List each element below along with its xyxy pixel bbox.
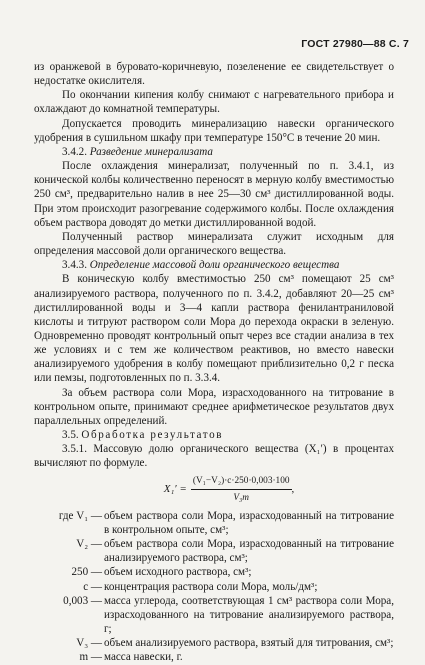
definition-symbol: c — [83, 580, 102, 593]
formula-denominator: V₃m [233, 492, 249, 503]
definition-symbol: m — [79, 651, 102, 664]
paragraph: За объем раствора соли Мора, израсходованного на титрование в контрольном опыте, принимают среднее арифметическое результатов двух параллельных определений. [34, 386, 394, 427]
section-heading-3-5 [34, 428, 394, 442]
paragraph: Допускается проводить минерализацию навески органического удобрения в сушильном шкафу при температуре 150°С в течение 20 мин. [34, 117, 394, 144]
definition-text: масса навески, г. [104, 651, 183, 664]
page-header: ГОСТ 27980—88 С. 7 [301, 38, 409, 50]
definition-symbol: V₂ — [76, 538, 102, 551]
paragraph: из оранжевой в буровато-коричневую, позеленение ее свидетельствует о недостатке окислителя. [34, 61, 394, 88]
definition-item [34, 650, 394, 664]
definition-item [34, 509, 394, 537]
definition-symbol: V₃ — [76, 637, 102, 650]
paragraph: В коническую колбу вместимостью 250 см³ помещают 25 см³ анализируемого раствора, полученного по п. 3.4.2, добавляют 20—25 см³ дистиллированной воды и 3—4 капли раствора фенилантраниловой кислоты и титруют раствором соли Мора до перехода окраски в зеленую. Одновременно проводят контрольный опыт через все стадии анализа в тех же условиях и с тем же количеством реактивов, но вместо навески анализируемого удобрения в колбу помещают приблизительно 0,2 г песка или пемзы, подготовленных по п. 3.3.4. [34, 273, 394, 385]
section-heading-3-4-3 [34, 258, 394, 272]
section-number: 3.4.2. [62, 145, 87, 158]
section-heading-3-4-2 [34, 145, 394, 159]
definition-item [34, 594, 394, 636]
paragraph: Полученный раствор минерализата служит исходным для определения массовой доли органического вещества. [34, 230, 394, 258]
definitions-list [34, 509, 394, 665]
section-title: Обработка результатов [81, 429, 224, 442]
definition-text: объем исходного раствора, см³; [104, 566, 252, 579]
paragraph: По окончании кипения колбу снимают с нагревательного прибора и охлаждают до комнатной температуры. [34, 89, 394, 116]
section-number: 3.4.3. [62, 259, 87, 272]
definition-symbol: 0,003 — [63, 594, 102, 607]
definition-symbol: где V₁ — [58, 509, 102, 522]
definition-text: концентрация раствора соли Мора, моль/дм³; [104, 580, 318, 593]
section-title: Разведение минерализата [89, 145, 213, 158]
definition-item [34, 565, 394, 579]
formula-lhs: X₁′ = [163, 483, 187, 496]
definition-symbol: 250 — [71, 566, 102, 579]
definition-text: объем анализируемого раствора, взятый для титрования, см³; [104, 637, 394, 650]
formula [64, 474, 394, 505]
definition-item [34, 537, 394, 565]
formula-fraction [191, 474, 292, 505]
section-title: Определение массовой доли органического вещества [89, 259, 340, 272]
formula-tail: , [291, 483, 295, 496]
paragraph: После охлаждения минерализат, полученный по п. 3.4.1, из конической колбы количественно переносят в мерную колбу вместимостью 250 см³, предварительно налив в нее 25—30 см³ дистиллированной воды. При этом происходит разогревание содержимого колбы. После охлаждения объем раствора доводят до метки дистиллированной водой. [34, 160, 394, 229]
definition-text: масса углерода, соответствующая 1 см³ раствора соли Мора, израсходованного на титрование анализируемого раствора, г; [104, 594, 394, 636]
definition-item [34, 580, 394, 594]
definition-text: объем раствора соли Мора, израсходованный на титрование анализируемого раствора, см³; [104, 538, 394, 565]
document-body [34, 60, 394, 665]
definition-item [34, 636, 394, 650]
definition-text: объем раствора соли Мора, израсходованный на титрование в контрольном опыте, см³; [104, 509, 394, 536]
paragraph: 3.5.1. Массовую долю органического вещества (X₁′) в процентах вычисляют по формуле. [34, 443, 394, 470]
section-number: 3.5. [62, 429, 79, 442]
formula-numerator: (V₁−V₂)·c·250·0,003·100 [191, 474, 292, 490]
